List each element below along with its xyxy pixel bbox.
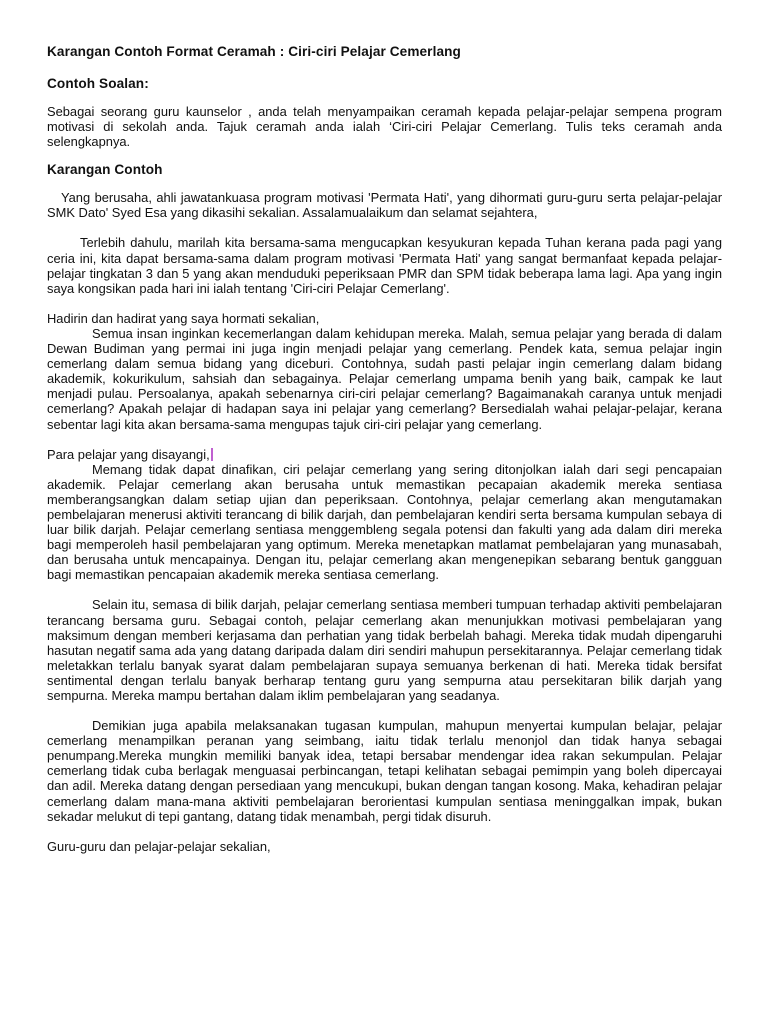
greeting-para-pelajar-text: Para pelajar yang disayangi,	[47, 446, 210, 462]
text-cursor-marker	[211, 448, 213, 461]
paragraph-salutation: Yang berusaha, ahli jawatankuasa program motivasi 'Permata Hati', yang dihormati guru-guru serta pelajar-pelajar SMK Dato' Syed Esa yang dikasihi sekalian. Assalamualaikum dan selamat sejahtera,	[47, 190, 722, 221]
paragraph-intro: Semua insan inginkan kecemerlangan dalam kehidupan mereka. Malah, semua pelajar yang berada di dalam Dewan Budiman yang permai ini juga ingin menjadi pelajar yang cemerlang. Pendek kata, semua pelajar ingin cemerlang dalam semua bidang yang diceburi. Contohnya, sudah pasti pelajar ingin cemerlang dalam bidang akademik, kokurikulum, sahsiah dan sebagainya. Pelajar cemerlang umpama benih yang baik, campak ke laut menjadi pulau. Persoalanya, apakah sebenarnya ciri-ciri pelajar cemerlang? Bagaimanakah caranya untuk menjadi cemerlang? Apakah pelajar di hadapan saya ini pelajar yang cemerlang? Bersedialah wahai pelajar-pelajar, kerana sebentar lagi kita akan bersama-sama mengupas tajuk ciri-ciri pelajar yang cemerlang.	[47, 325, 722, 432]
soalan-heading: Contoh Soalan:	[47, 76, 149, 91]
paragraph-opening: Terlebih dahulu, marilah kita bersama-sama mengucapkan kesyukuran kepada Tuhan kerana pada pagi yang ceria ini, kita dapat bersama-sama dalam program motivasi 'Permata Hati' yang sangat bermanfaat kepada pelajar-pelajar tingkatan 3 dan 5 yang akan menduduki peperiksaan PMR dan SPM tidak beberapa lama lagi. Apa yang ingin saya kongsikan pada hari ini ialah tentang 'Ciri-ciri Pelajar Cemerlang'.	[47, 235, 722, 296]
greeting-para-pelajar	[47, 447, 722, 462]
paragraph-akademik: Memang tidak dapat dinafikan, ciri pelajar cemerlang yang sering ditonjolkan ialah dari segi pencapaian akademik. Pelajar cemerlang akan berusaha untuk memastikan pecapaian akademik mereka sentiasa memberangsangkan dalam setiap ujian dan peperiksaan. Contohnya, pelajar cemerlang akan mengutamakan pembelajaran menerusi aktiviti terancang di bilik darjah, dan pembelajaran kendiri serta bersama kumpulan sebaya di luar bilik darjah. Pelajar cemerlang sentiasa menggembleng segala potensi dan fakulti yang ada dalam diri mereka bagi memperoleh hasil pembelajaran yang optimum. Mereka menetapkan matlamat pembelajaran yang munasabah, dan berusaha untuk mencapainya. Dengan itu, pelajar cemerlang akan mengenepikan sebarang bentuk gangguan bagi memastikan pencapaian akademik mereka sentiasa cemerlang.	[47, 461, 722, 583]
paragraph-kumpulan: Demikian juga apabila melaksanakan tugasan kumpulan, mahupun menyertai kumpulan belajar, pelajar cemerlang menampilkan peranan yang seimbang, iaitu tidak terlalu menonjol dan tidak hanya sebagai penumpang.Mereka mungkin memiliki banyak idea, tetapi bersabar mendengar idea rakan sekumpulan. Pelajar cemerlang tidak cuba berlagak menguasai perbincangan, tetapi kelihatan sebagai pemimpin yang boleh dipercayai dan adil. Mereka datang dengan persediaan yang mencukupi, bukan dengan tangan kosong. Maka, kehadiran pelajar cemerlang dalam mana-mana aktiviti pembelajaran berorientasi kumpulan sentiasa meninggalkan impak, bukan sekadar melukut di tepi gantang, datang tidak menambah, pergi tidak disuruh.	[47, 718, 722, 824]
karangan-heading: Karangan Contoh	[47, 162, 163, 178]
paragraph-bilik-darjah: Selain itu, semasa di bilik darjah, pelajar cemerlang sentiasa memberi tumpuan terhadap aktiviti pembelajaran terancang bersama guru. Sebagai contoh, pelajar cemerlang akan menunjukkan motivasi pembelajaran yang maksimum dengan memberi kerjasama dan perhatian yang tidak berbelah bahagi. Mereka tidak mudah dipengaruhi hasutan negatif sama ada yang datang daripada dalam diri sendiri mahupun persekitarannya. Pelajar cemerlang tidak meletakkan terlalu banyak syarat dalam pembelajaran supaya semuanya berkenan di hati. Mereka tidak bersifat sentimental dengan terlalu banyak berharap tentang guru yang sempurna atau persekitaran bilik darjah yang sempurna. Mereka mampu bertahan dalam iklim pembelajaran yang seadanya.	[47, 597, 722, 703]
greeting-guru-pelajar: Guru-guru dan pelajar-pelajar sekalian,	[47, 838, 271, 854]
soalan-paragraph: Sebagai seorang guru kaunselor , anda telah menyampaikan ceramah kepada pelajar-pelajar sempena program motivasi di sekolah anda. Tajuk ceramah anda ialah ‘Ciri-ciri Pelajar Cemerlang. Tulis teks ceramah anda selengkapnya.	[47, 104, 722, 150]
greeting-hadirin: Hadirin dan hadirat yang saya hormati sekalian,	[47, 310, 320, 326]
document-title: Karangan Contoh Format Ceramah : Ciri-ciri Pelajar Cemerlang	[47, 44, 461, 59]
